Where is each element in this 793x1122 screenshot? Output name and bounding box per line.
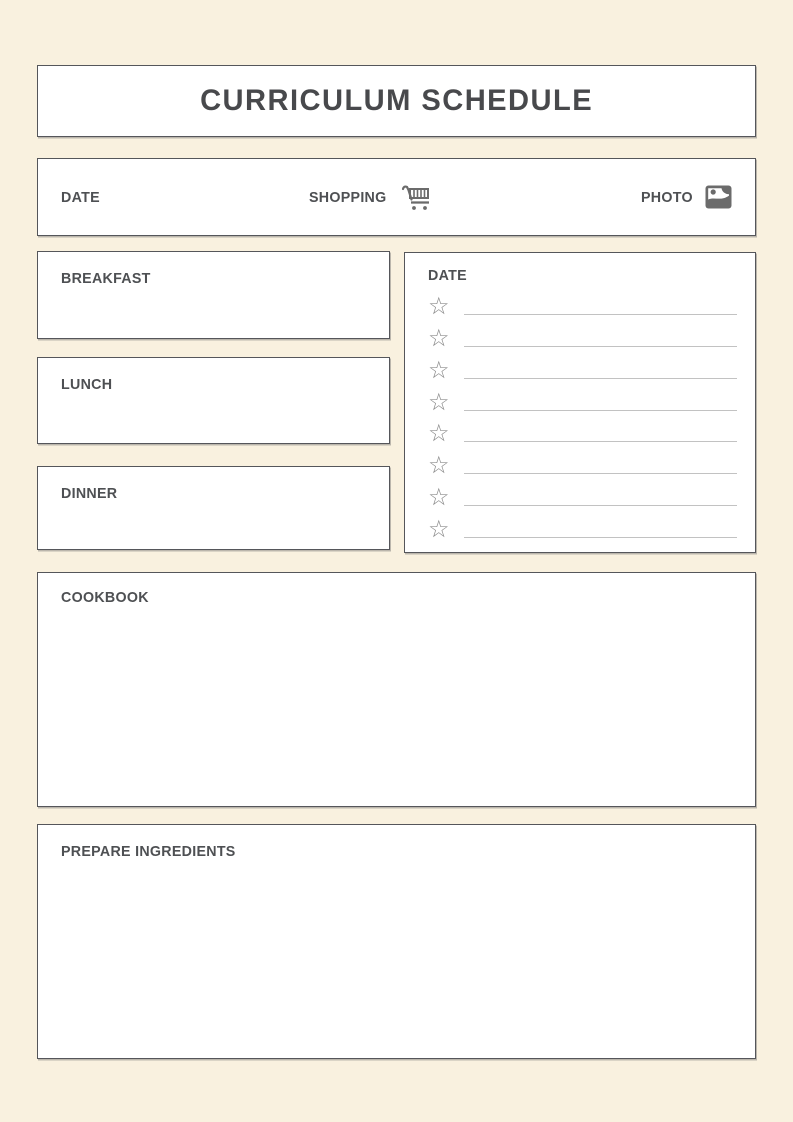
write-line[interactable] bbox=[464, 505, 737, 506]
lunch-label: LUNCH bbox=[61, 376, 113, 393]
info-row bbox=[37, 158, 756, 236]
title-box bbox=[37, 65, 756, 137]
star-row bbox=[428, 352, 737, 383]
shopping-field[interactable] bbox=[309, 182, 434, 212]
write-line[interactable] bbox=[464, 441, 737, 442]
write-line[interactable] bbox=[464, 378, 737, 379]
page-title: CURRICULUM SCHEDULE bbox=[199, 84, 594, 117]
star-row bbox=[428, 384, 737, 415]
shopping-label: SHOPPING bbox=[309, 188, 387, 206]
lunch-section[interactable] bbox=[37, 357, 390, 444]
star-row bbox=[428, 479, 737, 510]
photo-field[interactable] bbox=[641, 185, 732, 209]
write-line[interactable] bbox=[464, 537, 737, 538]
star-icon: ☆ bbox=[428, 514, 450, 543]
star-icon: ☆ bbox=[428, 451, 450, 480]
date-star-list bbox=[428, 288, 737, 542]
star-row bbox=[428, 320, 737, 351]
cookbook-section[interactable] bbox=[37, 572, 756, 807]
breakfast-label: BREAKFAST bbox=[61, 270, 151, 287]
star-row bbox=[428, 288, 737, 319]
star-row bbox=[428, 511, 737, 542]
star-icon: ☆ bbox=[428, 292, 450, 320]
date-list-label: DATE bbox=[428, 267, 467, 284]
star-icon: ☆ bbox=[428, 323, 450, 352]
write-line[interactable] bbox=[464, 314, 737, 315]
dinner-label: DINNER bbox=[61, 485, 118, 502]
photo-image-icon bbox=[705, 185, 732, 209]
star-row bbox=[428, 415, 737, 446]
star-icon: ☆ bbox=[428, 483, 450, 512]
date-label: DATE bbox=[61, 188, 100, 206]
star-icon: ☆ bbox=[428, 419, 450, 448]
dinner-section[interactable] bbox=[37, 466, 390, 550]
write-line[interactable] bbox=[464, 473, 737, 474]
star-row bbox=[428, 447, 737, 478]
date-list-section bbox=[404, 252, 756, 553]
cookbook-label: COOKBOOK bbox=[61, 589, 149, 606]
star-icon: ☆ bbox=[428, 355, 450, 384]
breakfast-section[interactable] bbox=[37, 251, 390, 339]
date-field[interactable] bbox=[61, 189, 102, 206]
write-line[interactable] bbox=[464, 346, 737, 347]
shopping-cart-icon bbox=[400, 182, 434, 212]
prepare-ingredients-label: PREPARE INGREDIENTS bbox=[61, 843, 236, 860]
prepare-ingredients-section[interactable] bbox=[37, 824, 756, 1059]
photo-label: PHOTO bbox=[641, 188, 694, 206]
write-line[interactable] bbox=[464, 410, 737, 411]
star-icon: ☆ bbox=[428, 387, 450, 416]
